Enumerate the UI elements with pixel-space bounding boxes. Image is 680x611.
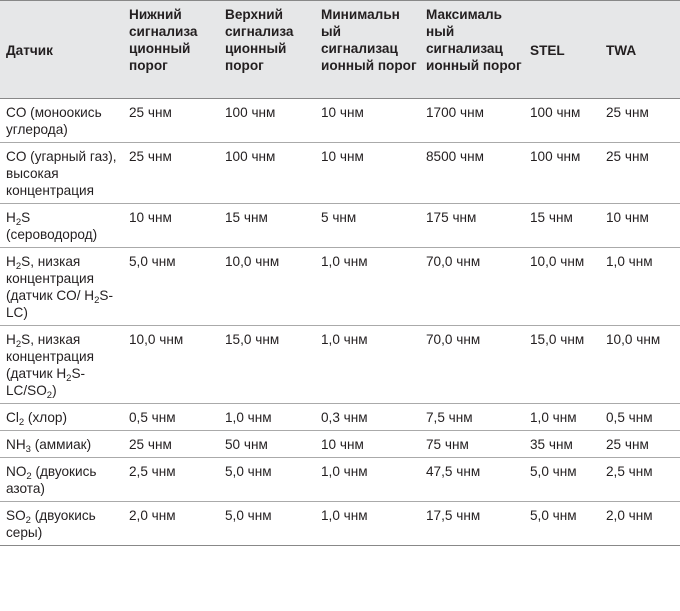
sensor-name-text: (аммиак) <box>30 437 92 452</box>
cell-twa: 0,5 чнм <box>600 404 680 431</box>
cell-max-alarm: 1700 чнм <box>420 99 524 143</box>
sensor-cell <box>0 204 123 248</box>
cell-low-alarm: 5,0 чнм <box>123 248 219 326</box>
table-row <box>0 204 680 248</box>
sensor-name-text: NO <box>6 464 27 479</box>
cell-max-alarm: 47,5 чнм <box>420 458 524 502</box>
cell-low-alarm: 2,5 чнм <box>123 458 219 502</box>
cell-stel: 100 чнм <box>524 143 600 204</box>
cell-low-alarm: 25 чнм <box>123 99 219 143</box>
cell-min-alarm: 1,0 чнм <box>315 502 420 546</box>
cell-high-alarm: 100 чнм <box>219 99 315 143</box>
cell-min-alarm: 5 чнм <box>315 204 420 248</box>
subscript: 2 <box>15 339 22 350</box>
header-low-alarm: Нижний сигнализа ционный порог <box>123 1 219 99</box>
sensor-name-line <box>6 253 123 287</box>
cell-min-alarm: 10 чнм <box>315 431 420 458</box>
sensor-name-line <box>6 409 123 426</box>
sensor-name-text: S (сероводород) <box>6 210 98 242</box>
subscript: 3 <box>25 444 31 455</box>
sensor-name-text: H <box>6 332 16 347</box>
header-stel: STEL <box>524 1 600 99</box>
cell-stel: 5,0 чнм <box>524 458 600 502</box>
cell-low-alarm: 25 чнм <box>123 431 219 458</box>
sensor-name-text: S-LC/SO <box>6 366 86 398</box>
cell-min-alarm: 10 чнм <box>315 143 420 204</box>
cell-min-alarm: 1,0 чнм <box>315 326 420 404</box>
sensor-name-text: CO (угарный газ), высокая концентрация <box>6 149 117 198</box>
table-row <box>0 458 680 502</box>
sensor-name-text: (хлор) <box>24 410 67 425</box>
sensor-name-line <box>6 148 123 199</box>
cell-low-alarm: 25 чнм <box>123 143 219 204</box>
cell-stel: 5,0 чнм <box>524 502 600 546</box>
cell-high-alarm: 50 чнм <box>219 431 315 458</box>
sensor-name-text: SO <box>6 508 26 523</box>
cell-max-alarm: 70,0 чнм <box>420 248 524 326</box>
table-row <box>0 326 680 404</box>
sensor-name-text: (двуокись азота) <box>6 464 97 496</box>
sensor-name-line <box>6 209 123 243</box>
sensor-name-text: Cl <box>6 410 19 425</box>
cell-twa: 10,0 чнм <box>600 326 680 404</box>
subscript: 2 <box>26 471 32 482</box>
cell-low-alarm: 0,5 чнм <box>123 404 219 431</box>
cell-stel: 1,0 чнм <box>524 404 600 431</box>
table-body <box>0 99 680 546</box>
sensor-cell <box>0 431 123 458</box>
subscript: 2 <box>46 390 53 401</box>
sensor-name-text: S-LC) <box>6 288 113 320</box>
cell-stel: 15 чнм <box>524 204 600 248</box>
sensor-cell <box>0 143 123 204</box>
table-row <box>0 248 680 326</box>
sensor-cell <box>0 248 123 326</box>
sensor-name-text: CO (моноокись углерода) <box>6 105 102 137</box>
cell-low-alarm: 2,0 чнм <box>123 502 219 546</box>
sensor-name-text: ) <box>52 383 57 398</box>
cell-min-alarm: 1,0 чнм <box>315 458 420 502</box>
cell-twa: 2,0 чнм <box>600 502 680 546</box>
cell-high-alarm: 15,0 чнм <box>219 326 315 404</box>
subscript: 2 <box>15 261 22 272</box>
table-row <box>0 404 680 431</box>
cell-low-alarm: 10,0 чнм <box>123 326 219 404</box>
cell-max-alarm: 8500 чнм <box>420 143 524 204</box>
cell-max-alarm: 70,0 чнм <box>420 326 524 404</box>
cell-max-alarm: 7,5 чнм <box>420 404 524 431</box>
cell-twa: 25 чнм <box>600 99 680 143</box>
cell-min-alarm: 10 чнм <box>315 99 420 143</box>
header-high-alarm: Верхний сигнализа ционный порог <box>219 1 315 99</box>
sensor-name-line <box>6 104 123 138</box>
sensor-name-text: NH <box>6 437 26 452</box>
cell-high-alarm: 15 чнм <box>219 204 315 248</box>
sensor-name-line <box>6 365 123 399</box>
cell-twa: 25 чнм <box>600 143 680 204</box>
sensor-name-text: (датчик H <box>6 366 67 381</box>
table-row <box>0 502 680 546</box>
cell-low-alarm: 10 чнм <box>123 204 219 248</box>
cell-high-alarm: 10,0 чнм <box>219 248 315 326</box>
sensor-name-line <box>6 287 123 321</box>
cell-high-alarm: 5,0 чнм <box>219 458 315 502</box>
sensor-name-text: S, низкая концентрация <box>6 254 94 286</box>
table-row <box>0 143 680 204</box>
sensor-cell <box>0 326 123 404</box>
sensor-name-text: H <box>6 254 16 269</box>
subscript: 2 <box>94 295 100 306</box>
cell-stel: 15,0 чнм <box>524 326 600 404</box>
table-row <box>0 99 680 143</box>
cell-min-alarm: 1,0 чнм <box>315 248 420 326</box>
header-min-alarm: Минимальн ый сигнализац ионный порог <box>315 1 420 99</box>
sensor-cell <box>0 99 123 143</box>
cell-max-alarm: 17,5 чнм <box>420 502 524 546</box>
table-row <box>0 431 680 458</box>
cell-twa: 1,0 чнм <box>600 248 680 326</box>
header-twa: TWA <box>600 1 680 99</box>
cell-stel: 100 чнм <box>524 99 600 143</box>
cell-stel: 35 чнм <box>524 431 600 458</box>
cell-high-alarm: 1,0 чнм <box>219 404 315 431</box>
sensor-name-line <box>6 463 123 497</box>
sensor-name-line <box>6 436 123 453</box>
header-sensor: Датчик <box>0 1 123 99</box>
cell-twa: 25 чнм <box>600 431 680 458</box>
sensor-name-text: (двуокись серы) <box>6 508 96 540</box>
sensor-cell <box>0 458 123 502</box>
cell-min-alarm: 0,3 чнм <box>315 404 420 431</box>
sensor-name-text: (датчик CO/ H <box>6 288 95 303</box>
sensor-name-text: S, низкая концентрация <box>6 332 94 364</box>
cell-max-alarm: 175 чнм <box>420 204 524 248</box>
cell-max-alarm: 75 чнм <box>420 431 524 458</box>
sensor-name-line <box>6 331 123 365</box>
sensor-name-text: H <box>6 210 16 225</box>
header-max-alarm: Максималь ный сигнализац ионный порог <box>420 1 524 99</box>
sensor-cell <box>0 404 123 431</box>
cell-high-alarm: 100 чнм <box>219 143 315 204</box>
subscript: 2 <box>15 217 22 228</box>
cell-twa: 2,5 чнм <box>600 458 680 502</box>
sensor-cell <box>0 502 123 546</box>
subscript: 2 <box>66 373 72 384</box>
cell-high-alarm: 5,0 чнм <box>219 502 315 546</box>
cell-stel: 10,0 чнм <box>524 248 600 326</box>
subscript: 2 <box>18 417 25 428</box>
subscript: 2 <box>25 515 31 526</box>
cell-twa: 10 чнм <box>600 204 680 248</box>
table-header-row <box>0 1 680 99</box>
sensor-name-line <box>6 507 123 541</box>
